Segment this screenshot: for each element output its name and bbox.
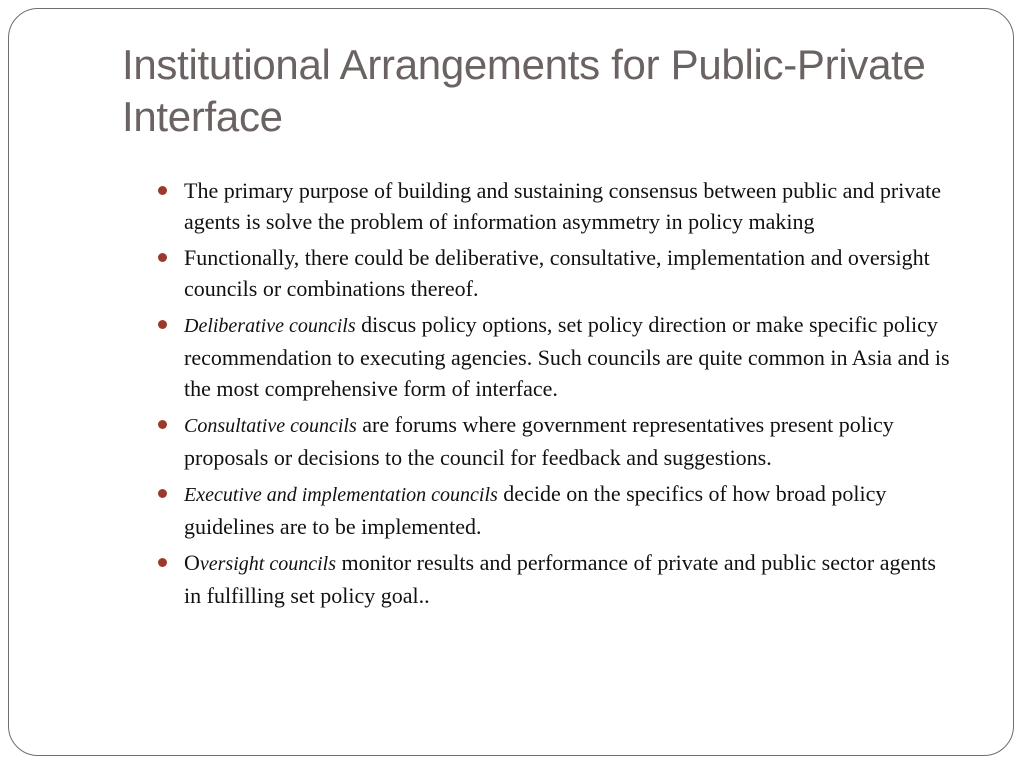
slide-frame bbox=[8, 8, 1014, 756]
bullet-item bbox=[157, 478, 957, 542]
bullet-item bbox=[157, 309, 957, 404]
bullet-text: discus policy options, set policy direction or make specific policy recommendation to executing agencies. Such councils are quite common in Asia and is the most comprehensive form of interface. bbox=[184, 312, 950, 401]
bullet-item bbox=[157, 175, 957, 237]
bullet-text: The primary purpose of building and sustaining consensus between public and private agents is solve the problem of information asymmetry in policy making bbox=[184, 178, 941, 234]
bullet-italic-term: Executive and implementation councils bbox=[184, 484, 498, 506]
bullet-dot-icon bbox=[158, 320, 167, 329]
bullet-list bbox=[157, 175, 957, 616]
bullet-dot-icon bbox=[158, 558, 167, 567]
slide-title: Institutional Arrangements for Public-Private Interface bbox=[122, 41, 926, 140]
bullet-item bbox=[157, 547, 957, 611]
bullet-lead-letter: O bbox=[184, 550, 200, 575]
bullet-dot-icon bbox=[158, 186, 167, 195]
bullet-text: decide on the specifics of how broad policy guidelines are to be implemented. bbox=[184, 481, 887, 539]
bullet-italic-term: versight councils bbox=[199, 553, 336, 575]
bullet-text: are forums where government representatives present policy proposals or decisions to the council for feedback and suggestions. bbox=[184, 412, 894, 470]
bullet-italic-term: Consultative councils bbox=[184, 415, 357, 437]
bullet-text: Functionally, there could be deliberative, consultative, implementation and oversight councils or combinations thereof. bbox=[184, 245, 930, 301]
bullet-dot-icon bbox=[158, 420, 167, 429]
bullet-item bbox=[157, 242, 957, 304]
bullet-dot-icon bbox=[158, 489, 167, 498]
bullet-item bbox=[157, 409, 957, 473]
bullet-dot-icon bbox=[158, 253, 167, 262]
bullet-italic-term: Deliberative councils bbox=[184, 315, 356, 337]
bullet-text: monitor results and performance of private and public sector agents in fulfilling set policy goal.. bbox=[184, 550, 936, 608]
